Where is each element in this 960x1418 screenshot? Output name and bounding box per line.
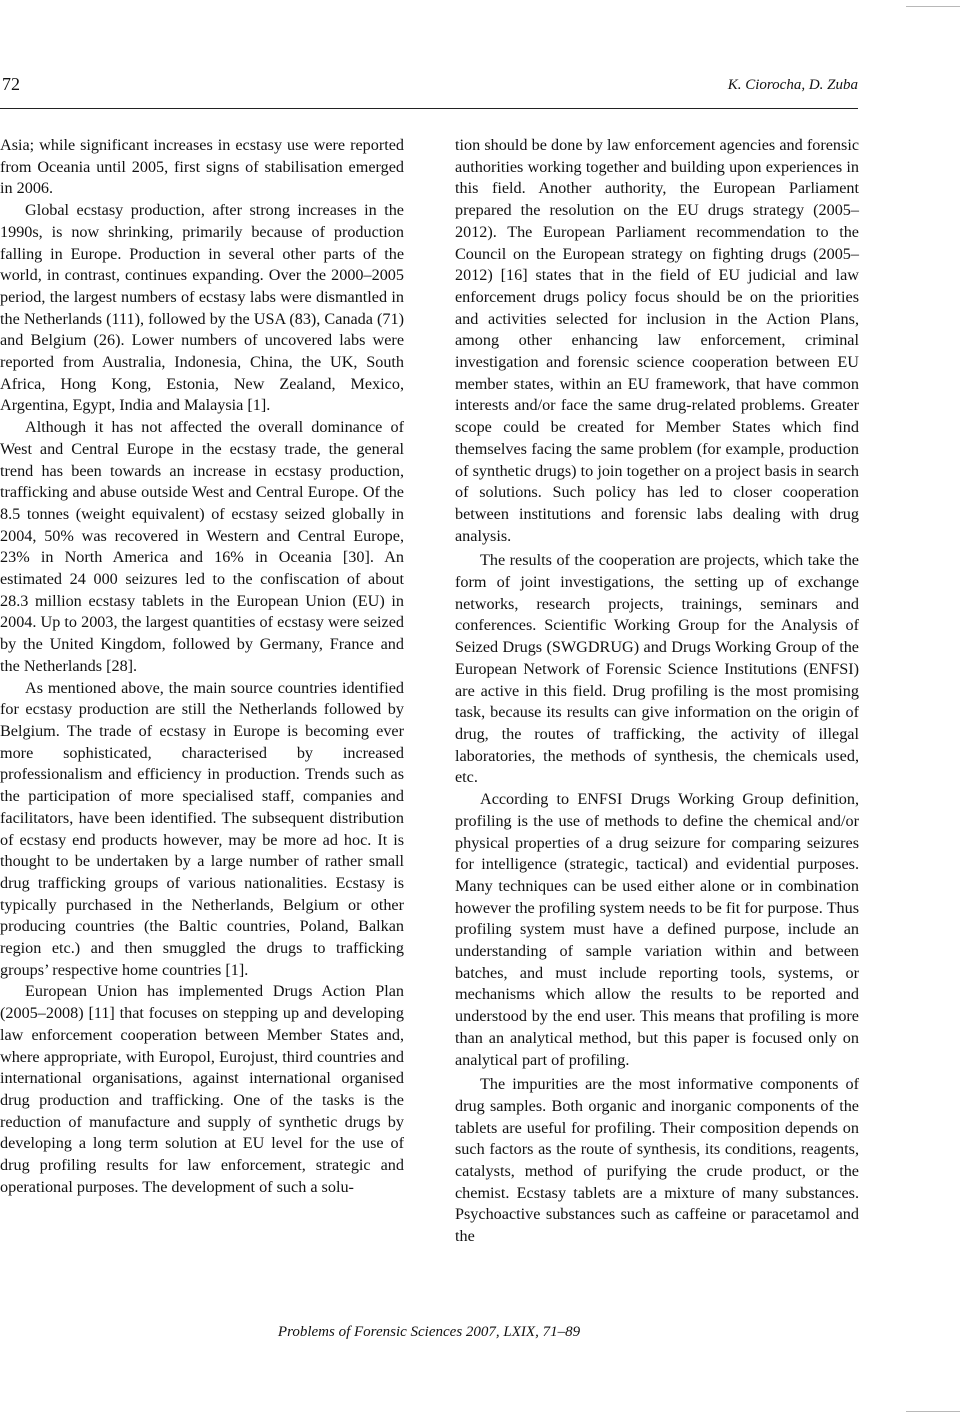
header-rule (0, 108, 858, 109)
paragraph: Although it has not affected the overall dominance of West and Central Europe in the ecstasy trade, the general trend has been towards an increase in ecstasy production, trafficking and abuse outside West and Central Europe. Of the 8.5 tonnes (weight equivalent) of ecstasy seized globally in 2004, 50% was recovered in Western and Central Europe, 23% in North America and 16% in Oceania [30]. An estimated 24 000 seizures led to the confiscation of about 28.3 million ecstasy tablets in the European Union (EU) in 2004. Up to 2003, the largest quantities of ecstasy were seized by the United Kingdom, followed by Germany, France and the Netherlands [28]. (0, 418, 404, 675)
paragraph: European Union has implemented Drugs Action Plan (2005–2008) [11] that focuses on stepping up and developing law enforcement cooperation between Member States and, where appropriate, with Europol, Eurojust, third countries and international organisations, against international organised drug production and trafficking. One of the tasks is the reduction of manufacture and supply of synthetic drugs by developing a long term solution at EU level for the use of drug profiling results for law enforcement, strategic and operational purposes. The development of such a solu- (0, 982, 404, 1196)
corner-crop-mark (906, 1411, 960, 1412)
page-number: 72 (2, 74, 20, 94)
running-head-authors: K. Ciorocha, D. Zuba (727, 77, 858, 93)
paragraph: tion should be done by law enforcement agencies and forensic authorities working together and building upon experiences in this field. Another authority, the European Parliament prepared the resolution on the EU drugs strategy (2005–2012). The European Parliament recommendation to the Council on the European strategy on fighting drugs (2005–2012) [16] states that in the field of EU judicial and law enforcement drugs policy focus should be on the priorities and activities selected for inclusion in the Action Plans, among other enhancing law enforcement, criminal investigation and forensic science cooperation between EU member states, within an EU framework, that have common interests and/or face the same drug-related problems. Greater scope could be created for Member States which find themselves facing the same problem (for example, production of synthetic drugs) to join together on a project basis in search of solutions. Such policy has led to closer cooperation between institutions and forensic labs dealing with drug analysis. (455, 136, 859, 545)
corner-crop-mark (906, 6, 960, 7)
paragraph: Global ecstasy production, after strong increases in the 1990s, is now shrinking, primarily because of production falling in Europe. Production in several other parts of the world, in contrast, continues expanding. Over the 2000–2005 period, the largest numbers of ecstasy labs were dismantled in the Netherlands (111), followed by the USA (83), Canada (71) and Belgium (26). Lower numbers of uncovered labs were reported from Australia, Indonesia, China, the UK, South Africa, Hong Kong, Estonia, New Zealand, Mexico, Argentina, Egypt, India and Malaysia [1]. (0, 201, 404, 415)
paragraph: The results of the cooperation are projects, which take the form of joint investigations, the setting up of exchange networks, research projects, trainings, seminars and conferences. Scientific Working Group for the Analysis of Seized Drugs (SWGDRUG) and Drugs Working Group of the European Network of Forensic Science Institutions (ENFSI) are active in this field. Drug profiling is the most promising task, because its results can give information on the origin of drug, the routes of trafficking, the activity of illegal laboratories, the methods of synthesis, the chemicals used, etc. (455, 551, 859, 787)
paragraph: Asia; while significant increases in ecstasy use were reported from Oceania until 2005, first signs of stabilisation emerged in 2006. (0, 136, 404, 198)
paragraph: According to ENFSI Drugs Working Group definition, profiling is the use of methods to define the chemical and/or physical properties of a drug seizure for comparing seizures for intelligence (strategic, tactical) and evidential purposes. Many techniques can be used either alone or in combination however the profiling system needs to be fit for purpose. Thus profiling system must have a defined purpose, include an understanding of sample variation within and between batches, and must include reporting tools, systems, or mechanisms which allow the results to be reported and understood by the end user. This means that profiling is more than an analytical method, but this paper is focused only on analytical part of profiling. (455, 790, 859, 1069)
right-text-column (455, 135, 859, 1248)
paragraph: As mentioned above, the main source countries identified for ecstasy production are still the Netherlands followed by Belgium. The trade of ecstasy in Europe is becoming ever more sophisticated, characterised by increased professionalism and efficiency in production. Trends such as the participation of more specialised staff, companies and facilitators, have been identified. The subsequent distribution of ecstasy end products however, may be more ad hoc. It is thought to be undertaken by a large number of rather small drug trafficking groups of various nationalities. Ecstasy is typically purchased in the Netherlands, Belgium or other producing countries (the Baltic countries, Poland, Balkan region etc.) and then smuggled the drugs to trafficking groups’ respective home countries [1]. (0, 678, 404, 979)
journal-footer: Problems of Forensic Sciences 2007, LXIX, 71–89 (277, 1324, 581, 1340)
paragraph: The impurities are the most informative components of drug samples. Both organic and inorganic components of the tablets are useful for profiling. Their composition depends on such factors as the route of synthesis, its conditions, reagents, catalysts, method of purifying the crude product, or the chemist. Ecstasy tablets are a mixture of many substances. Psychoactive substances such as caffeine or paracetamol and the (455, 1075, 859, 1246)
left-text-column (0, 135, 404, 1198)
